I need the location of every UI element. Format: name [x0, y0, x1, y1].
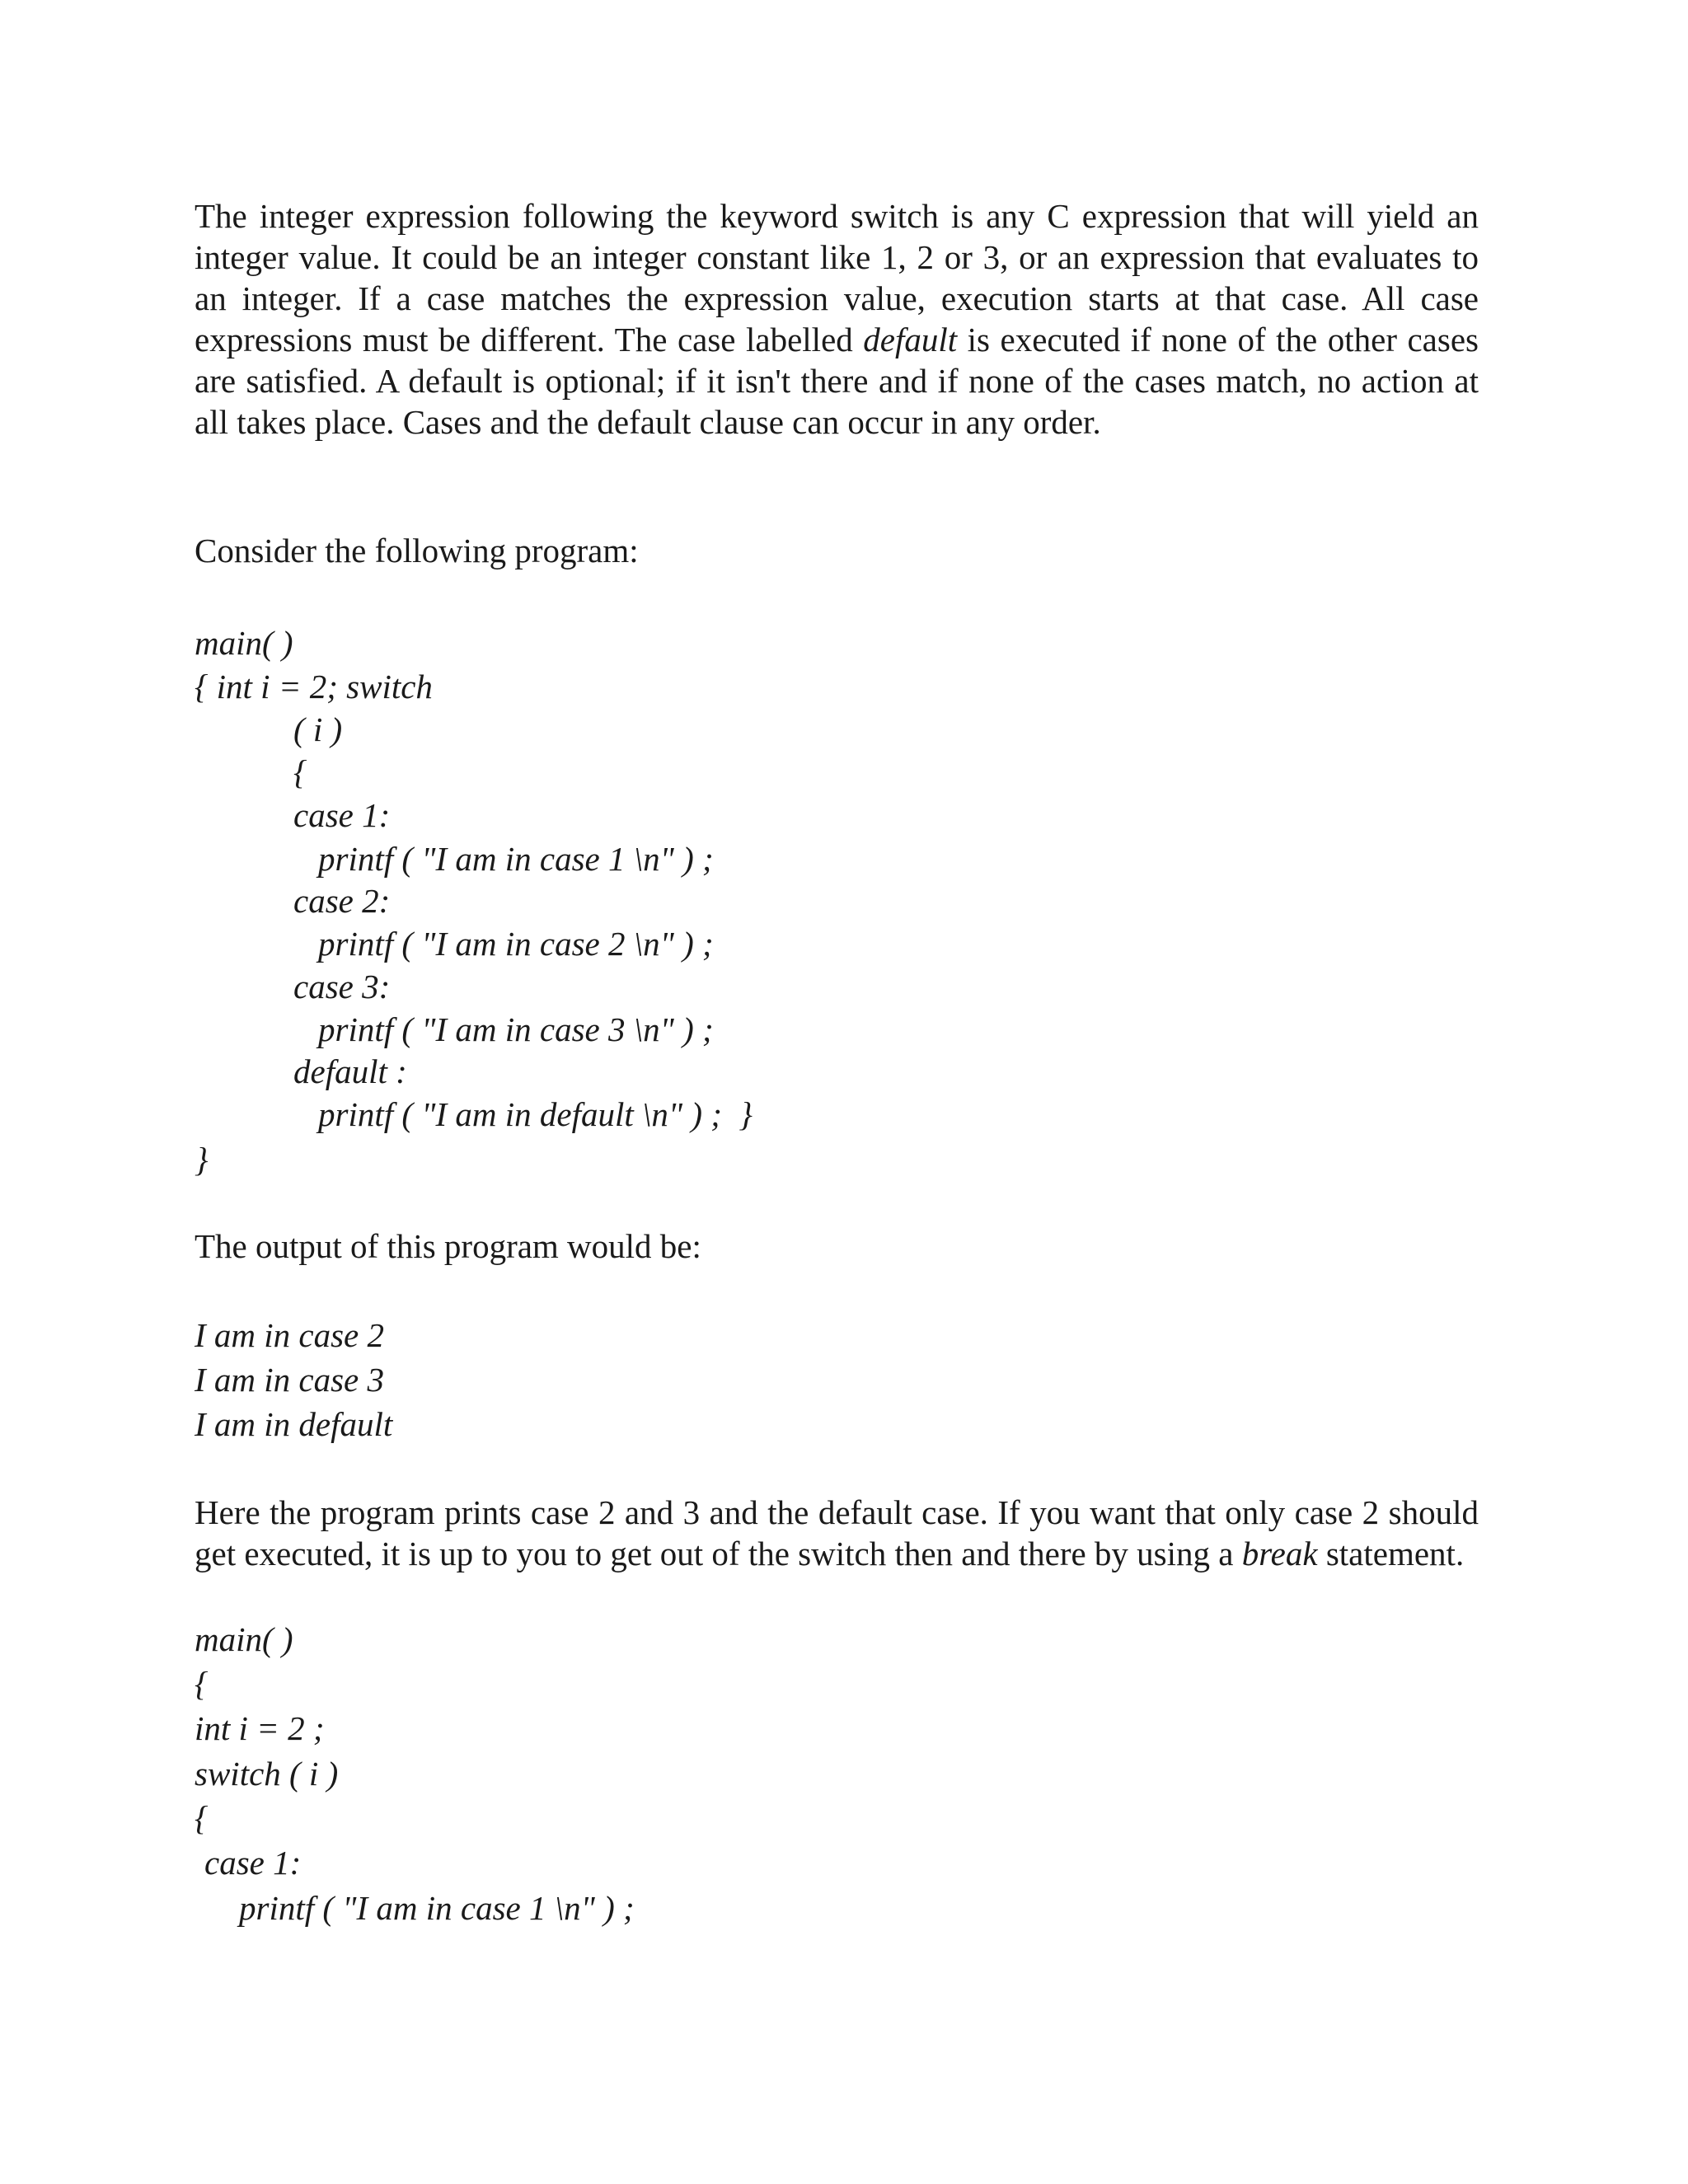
- code-line: default :: [293, 1052, 407, 1090]
- output-line: I am in case 2: [195, 1316, 385, 1354]
- code-line: printf ( "I am in case 2 \n" ) ;: [318, 925, 714, 963]
- intro-paragraph: [195, 195, 1479, 443]
- code-line: {: [293, 753, 307, 791]
- code-line: case 1:: [204, 1844, 302, 1882]
- code-line: printf ( "I am in case 3 \n" ) ;: [318, 1010, 714, 1048]
- intro-text-part2: is executed if none of the other cases are satisfied. A default is optional; if it isn't there and if none of the cases match, no action at all takes place. Cases and the default clause can occur in any order.: [195, 321, 1479, 441]
- code-line: { int i = 2; switch: [195, 668, 433, 705]
- intro-text-part1: The integer expression following the keyword switch is any C expression that will yield an integer value. It could be an integer constant like 1, 2 or 3, or an expression that evaluates to an integer. If a case matches the expression value, execution starts at that case. All case expressions must be different. The case labelled: [195, 197, 1479, 359]
- consider-heading: Consider the following program:: [195, 532, 639, 569]
- code-line: switch ( i ): [195, 1755, 339, 1793]
- code-line: {: [195, 1799, 209, 1837]
- code-line: case 2:: [293, 882, 391, 920]
- explanation-paragraph: [195, 1492, 1479, 1574]
- code-line: main( ): [195, 624, 293, 662]
- code-line: {: [195, 1665, 209, 1703]
- output-line: I am in case 3: [195, 1361, 385, 1399]
- code-line: printf ( "I am in default \n" ) ; }: [318, 1095, 753, 1133]
- code-line: ( i ): [293, 710, 343, 748]
- code-line: int i = 2 ;: [195, 1709, 325, 1747]
- explanation-italic-break: break: [1241, 1535, 1318, 1572]
- explanation-text-part1: Here the program prints case 2 and 3 and the default case. If you want that only case 2 should get executed, it is up to you to get out of the switch then and there by using a: [195, 1493, 1479, 1572]
- code-line: printf ( "I am in case 1 \n" ) ;: [239, 1889, 635, 1927]
- code-line: main( ): [195, 1620, 293, 1658]
- code-line: }: [195, 1141, 209, 1179]
- output-heading: The output of this program would be:: [195, 1227, 701, 1265]
- code-line: case 3:: [293, 968, 391, 1005]
- explanation-text-part2: statement.: [1317, 1535, 1465, 1572]
- code-line: case 1:: [293, 796, 391, 834]
- intro-italic-default: default: [863, 321, 958, 359]
- output-line: I am in default: [195, 1405, 393, 1443]
- code-line: printf ( "I am in case 1 \n" ) ;: [318, 840, 714, 878]
